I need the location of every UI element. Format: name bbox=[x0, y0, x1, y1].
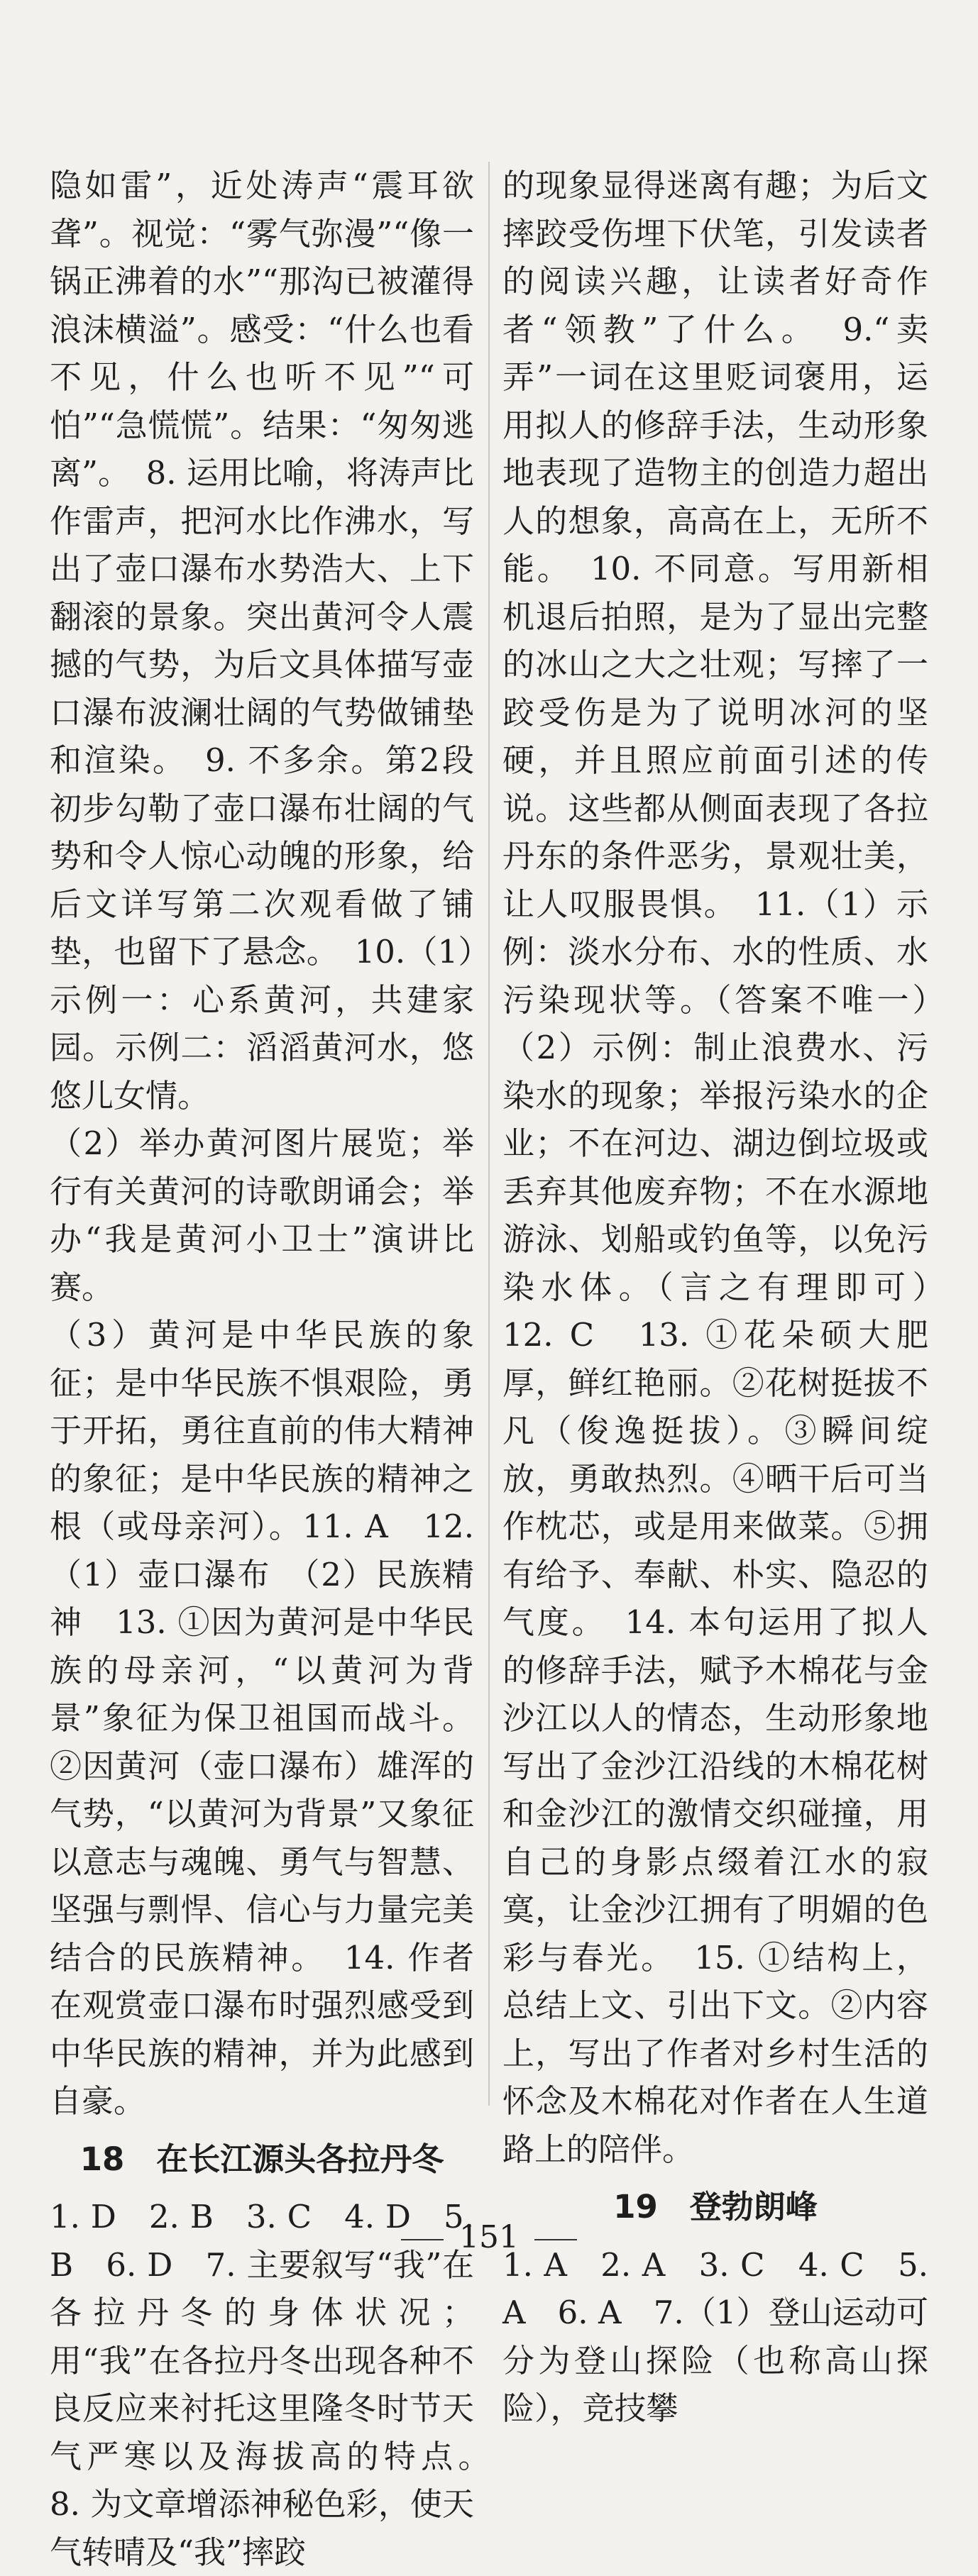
left-paragraph-1: 隐如雷”，近处涛声“震耳欲聋”。视觉：“雾气弥漫”“像一锅正沸着的水”“那沟已被灌得浪沫横溢”。感受：“什么也看不见，什么也听不见”“可怕”“急慌慌”。结果：“匆匆逃离”。 8. 运用比喻，将涛声比作雷声，把河水比作沸水，写出了壶口瀑布水势浩大、上下翻滚的景象。突出黄河令人震撼的气势，为后文具体描写壶口瀑布波澜壮阔的气势做铺垫和渲染。 9. 不多余。第2段初步勾勒了壶口瀑布壮阔的气势和令人惊心动魄的形象，给后文详写第二次观看做了铺垫，也留下了悬念。 10.（1）示例一：心系黄河，共建家园。示例二：滔滔黄河水，悠悠儿女情。 bbox=[50, 167, 474, 1115]
left-paragraph-2: （2）举办黄河图片展览；举行有关黄河的诗歌朗诵会；举办“我是黄河小卫士”演讲比赛。 bbox=[50, 1124, 474, 1306]
right-paragraph-2: 1. A 2. A 3. C 4. C 5. A 6. A 7.（1）登山运动可分为登山探险（也称高山探险），竞技攀 bbox=[502, 2245, 928, 2427]
page-number-text: 151 bbox=[459, 2219, 519, 2255]
page-number-dash-left bbox=[401, 2239, 444, 2240]
page-number bbox=[0, 2219, 978, 2255]
column-divider bbox=[488, 162, 490, 2106]
right-paragraph-1: 的现象显得迷离有趣；为后文摔跤受伤埋下伏笔，引发读者的阅读兴趣，让读者好奇作者“领教”了什么。 9.“卖弄”一词在这里贬词褒用，运用拟人的修辞手法，生动形象地表现了造物主的创造力超出人的想象，高高在上，无所不能。 10. 不同意。写用新相机退后拍照，是为了显出完整的冰山之大之壮观；写摔了一跤受伤是为了说明冰河的坚硬，并且照应前面引述的传说。这些都从侧面表现了各拉丹东的条件恶劣，景观壮美，让人叹服畏惧。 11.（1）示例：淡水分布、水的性质、水污染现状等。（答案不唯一） （2）示例：制止浪费水、污染水的现象；举报污染水的企业；不在河边、湖边倒垃圾或丢弃其他废弃物；不在水源地游泳、划船或钓鱼等，以免污染水体。（言之有理即可） 12. C 13. ①花朵硕大肥厚，鲜红艳丽。②花树挺拔不凡（俊逸挺拔）。③瞬间绽放，勇敢热烈。④晒干后可当作枕芯，或是用来做菜。⑤拥有给予、奉献、朴实、隐忍的气度。 14. 本句运用了拟人的修辞手法，赋予木棉花与金沙江以人的情态，生动形象地写出了金沙江沿线的木棉花树和金沙江的激情交织碰撞，用自己的身影点缀着江水的寂寞，让金沙江拥有了明媚的色彩与春光。 15. ①结构上，总结上文、引出下文。②内容上，写出了作者对乡村生活的怀念及木棉花对作者在人生道路上的陪伴。 bbox=[502, 167, 961, 2168]
page-number-dash-right bbox=[534, 2239, 577, 2240]
right-column bbox=[502, 162, 961, 2433]
section-heading-19: 19 登勃朗峰 bbox=[613, 2188, 818, 2226]
left-paragraph-3: （3）黄河是中华民族的象征；是中华民族不惧艰险，勇于开拓，勇往直前的伟大精神的象征；是中华民族的精神之根（或母亲河）。11. A 12.（1）壶口瀑布 （2）民族精神 13. ①因为黄河是中华民族的母亲河，“以黄河为背景”象征为保卫祖国而战斗。②因黄河（壶口瀑布）雄浑的气势，“以黄河为背景”又象征以意志与魂魄、勇气与智慧、坚强与剽悍、信心与力量完美结合的民族精神。 14. 作者在观赏壶口瀑布时强烈感受到中华民族的精神，并为此感到自豪。 bbox=[50, 1316, 474, 2120]
section-heading-18: 18 在长江源头各拉丹冬 bbox=[79, 2140, 444, 2178]
left-paragraph-4: 1. D 2. B 3. C 4. D 5. B 6. D 7. 主要叙写“我”在各拉丹冬的身体状况；用“我”在各拉丹冬出现各种不良反应来衬托这里隆冬时节天气严寒以及海拔高的特点。 8. 为文章增添神秘色彩，使天气转晴及“我”摔跤 bbox=[50, 2198, 507, 2571]
